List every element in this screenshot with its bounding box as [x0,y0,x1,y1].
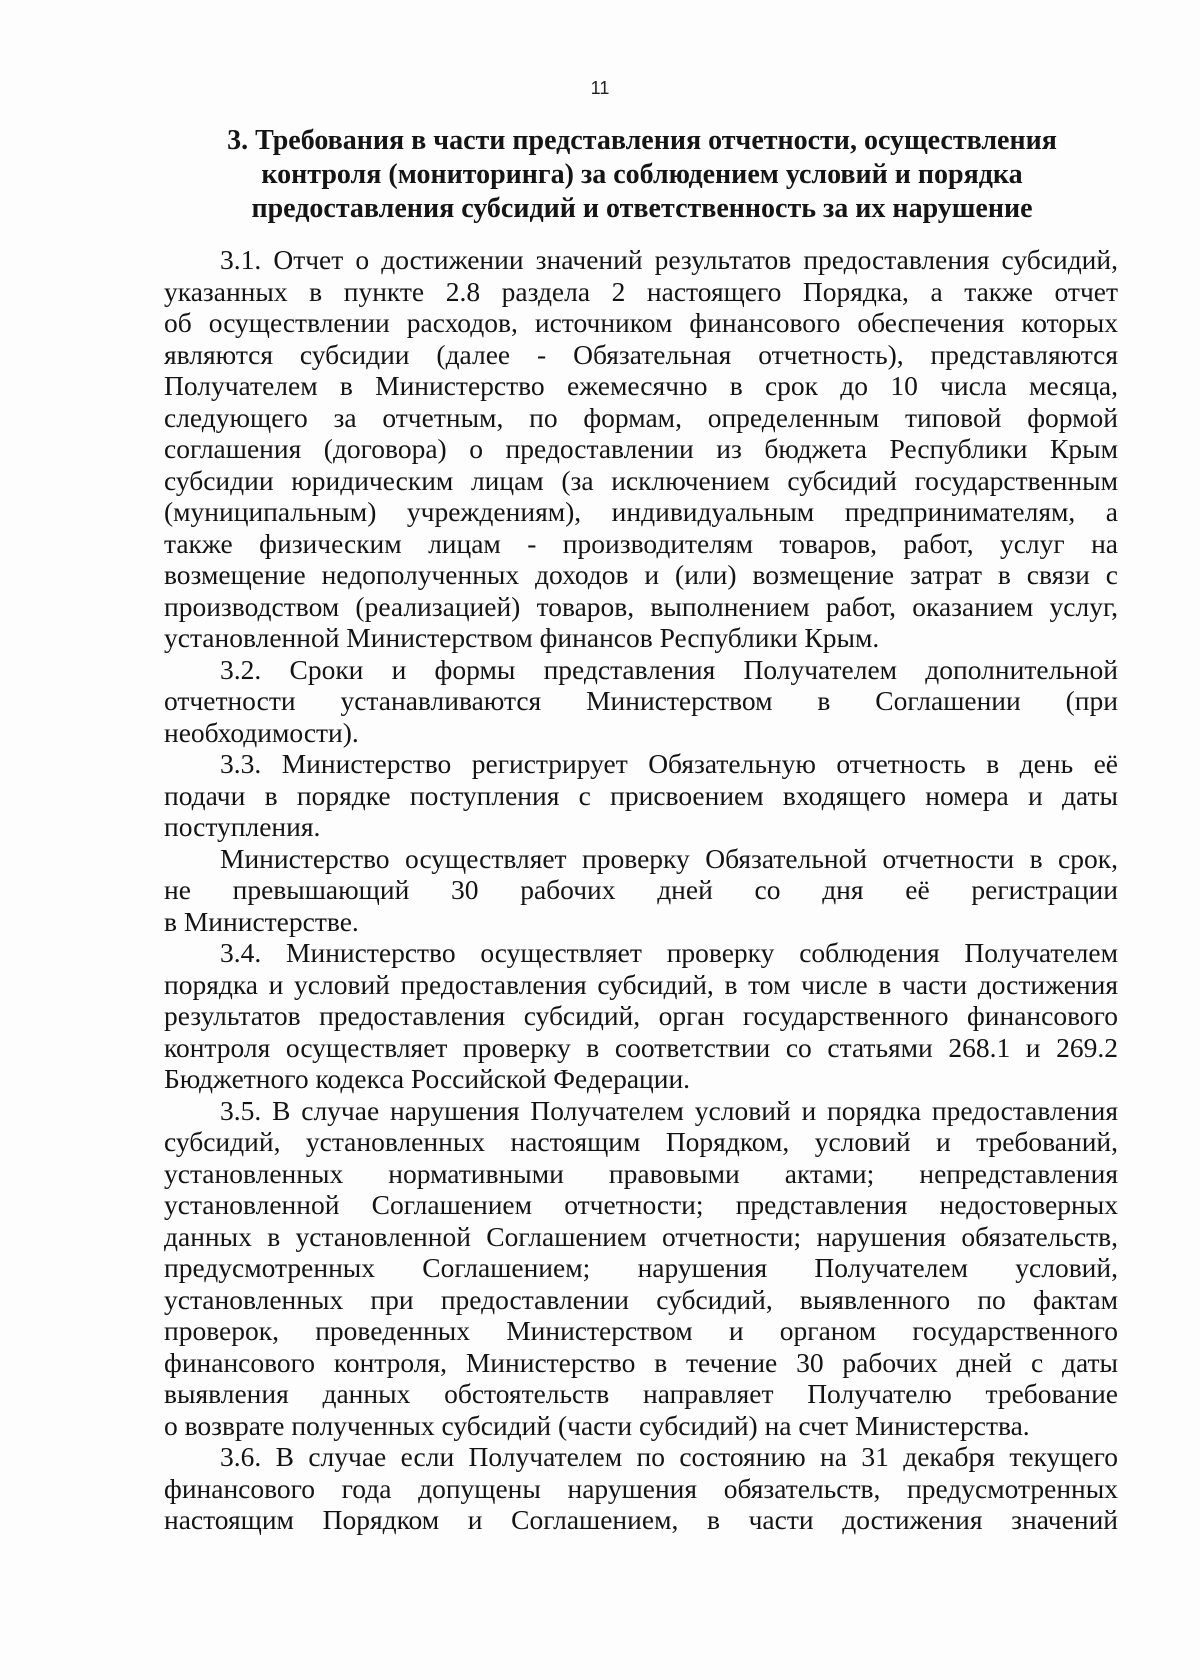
text-line: порядка и условий предоставления субсидий, в том числе в части достижения [164,968,1118,1000]
paragraph-3-1 [164,244,1118,654]
paragraph-3-3 [164,748,1118,843]
text-line: 3.5. В случае нарушения Получателем условий и порядка предоставления [220,1094,1118,1126]
section-heading [168,124,1116,226]
text-line: Бюджетного кодекса Российской Федерации. [164,1063,691,1094]
text-line: результатов предоставления субсидий, орган государственного финансового [164,1000,1118,1031]
text-line: субсидий, установленных настоящим Порядком, условий и требований, [164,1126,1118,1157]
text-line: установленных нормативными правовыми актами; непредставления [164,1157,1118,1189]
text-line: следующего за отчетным, по формам, определенным типовой формой [164,401,1118,433]
text-line: поступления. [164,811,321,842]
text-line: о возврате полученных субсидий (части субсидий) на счет Министерства. [164,1409,1030,1441]
text-line: выявления данных обстоятельств направляет Получателю требование [164,1378,1118,1409]
text-line: об осуществлении расходов, источником финансового обеспечения которых [164,307,1118,338]
text-line: 3.4. Министерство осуществляет проверку соблюдения Получателем [220,937,1118,968]
text-line: субсидии юридическим лицам (за исключением субсидий государственным [164,464,1118,496]
text-line: проверок, проведенных Министерством и органом государственного [164,1315,1118,1346]
text-line: предусмотренных Соглашением; нарушения Получателем условий, [164,1252,1118,1283]
text-line: также физическим лицам - производителям товаров, работ, услуг на [164,527,1118,559]
text-line: не превышающий 30 рабочих дней со дня её регистрации [164,874,1118,905]
text-line: Министерство осуществляет проверку Обязательной отчетности в срок, [220,842,1118,874]
text-line: подачи в порядке поступления с присвоением входящего номера и даты [164,779,1118,811]
text-line: установленной Соглашением отчетности; представления недостоверных [164,1189,1118,1220]
paragraph-3-2 [164,654,1118,749]
text-line: Получателем в Министерство ежемесячно в срок до 10 числа месяца, [164,370,1118,401]
text-line: (муниципальным) учреждениям), индивидуальным предпринимателям, а [164,496,1118,527]
text-line: отчетности устанавливаются Министерством в Соглашении (при [164,685,1118,716]
text-line: возмещение недополученных доходов и (или) возмещение затрат в связи с [164,559,1118,590]
section-heading-line: предоставления субсидий и ответственность за их нарушение [251,193,1033,224]
text-line: указанных в пункте 2.8 раздела 2 настоящего Порядка, а также отчет [164,275,1118,307]
body-text [164,244,1118,1536]
text-line: установленной Министерством финансов Республики Крым. [164,622,880,653]
text-line: соглашения (договора) о предоставлении из бюджета Республики Крым [164,433,1118,464]
text-line: 3.3. Министерство регистрирует Обязательную отчетность в день её [220,748,1118,779]
paragraph-3-5 [164,1095,1118,1442]
paragraph-3-6 [164,1441,1118,1536]
text-line: 3.1. Отчет о достижении значений результатов предоставления субсидий, [220,244,1118,275]
text-line: 3.2. Сроки и формы представления Получателем дополнительной [220,653,1118,685]
paragraph-3-3-check [164,843,1118,938]
text-line: финансового года допущены нарушения обязательств, предусмотренных [164,1472,1118,1504]
text-line: необходимости). [164,716,359,748]
paragraph-3-4 [164,937,1118,1095]
text-line: являются субсидии (далее - Обязательная отчетность), представляются [164,338,1118,370]
page-number: 11 [590,78,610,98]
text-line: 3.6. В случае если Получателем по состоянию на 31 декабря текущего [220,1441,1118,1472]
text-line: контроля осуществляет проверку в соответствии со статьями 268.1 и 269.2 [164,1031,1118,1063]
text-line: финансового контроля, Министерство в течение 30 рабочих дней с даты [164,1346,1118,1378]
section-heading-line: контроля (мониторинга) за соблюдением условий и порядка [261,159,1023,190]
text-line: данных в установленной Соглашением отчетности; нарушения обязательств, [164,1220,1118,1252]
text-line: производством (реализацией) товаров, выполнением работ, оказанием услуг, [164,590,1118,622]
text-line: установленных при предоставлении субсидий, выявленного по фактам [164,1283,1118,1315]
section-heading-line: 3. Требования в части представления отчетности, осуществления [227,125,1057,156]
text-line: настоящим Порядком и Соглашением, в части достижения значений [164,1504,1118,1535]
text-line: в Министерстве. [164,905,359,937]
